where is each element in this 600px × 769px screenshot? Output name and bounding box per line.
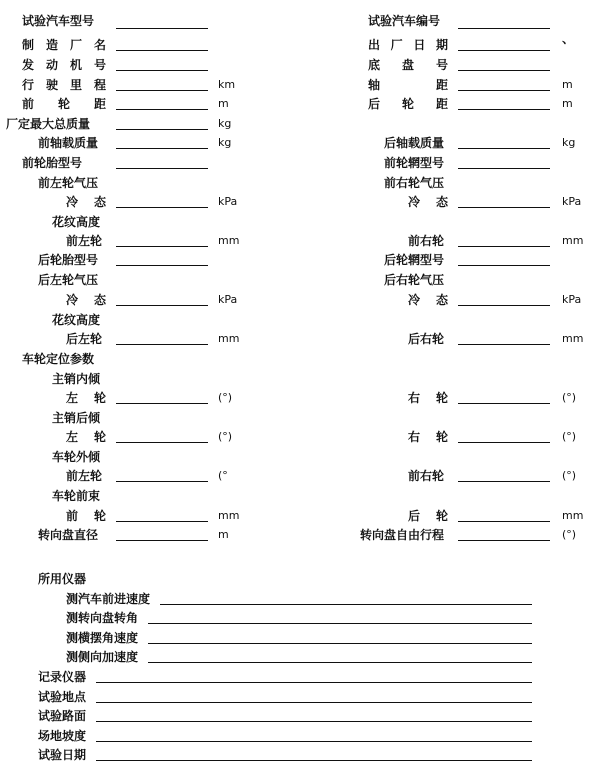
unit-deg: (°) xyxy=(562,528,577,541)
field-slope[interactable] xyxy=(96,741,532,742)
label-front-right-1: 前右轮 xyxy=(408,234,445,248)
label-speed: 测汽车前进速度 xyxy=(66,592,151,606)
label-front-right-pressure: 前右轮气压 xyxy=(384,176,445,190)
field-kingpin-incl-right[interactable] xyxy=(458,403,550,404)
label-steer-play: 转向盘自由行程 xyxy=(360,528,445,542)
unit-mm: mm xyxy=(562,332,584,345)
field-cold-front-right[interactable] xyxy=(458,207,550,208)
field-rear-axle[interactable] xyxy=(458,148,550,149)
label-wheelbase: 轴 距 xyxy=(368,78,448,92)
label-front-axle: 前轴载质量 xyxy=(38,136,99,150)
field-steer-angle[interactable] xyxy=(148,623,532,624)
field-lateral[interactable] xyxy=(148,662,532,663)
unit-kpa: kPa xyxy=(562,195,582,208)
label-right-2: 右 轮 xyxy=(408,430,448,444)
unit-m: m xyxy=(218,97,229,110)
label-toe: 车轮前束 xyxy=(52,489,101,503)
field-test-date[interactable] xyxy=(96,760,532,761)
label-tread-2: 花纹高度 xyxy=(52,313,101,327)
field-max-mass[interactable] xyxy=(116,129,208,130)
unit-mm: mm xyxy=(562,509,584,522)
label-front-left-2: 前左轮 xyxy=(66,469,103,483)
unit-m: m xyxy=(562,97,573,110)
unit-kg: kg xyxy=(562,136,576,149)
label-left-1: 左 轮 xyxy=(66,391,106,405)
field-kingpin-incl-left[interactable] xyxy=(116,403,208,404)
unit-deg: (°) xyxy=(562,391,577,404)
field-front-rim[interactable] xyxy=(458,168,550,169)
unit-mm: mm xyxy=(218,332,240,345)
label-rear-left: 后左轮 xyxy=(66,332,103,346)
unit-kpa: kPa xyxy=(218,293,238,306)
field-rear-rim[interactable] xyxy=(458,265,550,266)
label-test-date: 试验日期 xyxy=(38,748,87,762)
unit-kpa: kPa xyxy=(562,293,582,306)
field-rear-tire[interactable] xyxy=(116,265,208,266)
label-front-right-2: 前右轮 xyxy=(408,469,445,483)
field-camber-front-right[interactable] xyxy=(458,481,550,482)
label-front-left-pressure: 前左轮气压 xyxy=(38,176,99,190)
unit-km: km xyxy=(218,78,236,91)
unit-m: m xyxy=(562,78,573,91)
label-lateral: 测侧向加速度 xyxy=(66,650,139,664)
field-front-tire[interactable] xyxy=(116,168,208,169)
unit-deg: (°) xyxy=(218,391,233,404)
label-tread-1: 花纹高度 xyxy=(52,215,101,229)
label-maker: 制 造 厂 名 xyxy=(22,38,106,52)
field-wheelbase[interactable] xyxy=(458,90,550,91)
unit-deg-open: (° xyxy=(218,469,228,482)
field-front-axle[interactable] xyxy=(116,148,208,149)
unit-kpa: kPa xyxy=(218,195,238,208)
label-kingpin-inclination: 主销内倾 xyxy=(52,372,101,386)
label-front-left-1: 前左轮 xyxy=(66,234,103,248)
unit-mm: mm xyxy=(562,234,584,247)
field-engine-no[interactable] xyxy=(116,70,208,71)
label-rear-tire: 后轮胎型号 xyxy=(38,253,99,267)
label-cold-1: 冷 态 xyxy=(66,195,106,209)
field-tread-rear-right[interactable] xyxy=(458,344,550,345)
field-cold-rear-right[interactable] xyxy=(458,305,550,306)
field-rear-track[interactable] xyxy=(458,109,550,110)
field-road[interactable] xyxy=(96,721,532,722)
label-recorder: 记录仪器 xyxy=(38,670,87,684)
field-maker[interactable] xyxy=(116,50,208,51)
field-toe-front[interactable] xyxy=(116,521,208,522)
field-front-track[interactable] xyxy=(116,109,208,110)
unit-deg: (°) xyxy=(562,430,577,443)
field-mileage[interactable] xyxy=(116,90,208,91)
unit-deg: (°) xyxy=(562,469,577,482)
label-kingpin-caster: 主销后倾 xyxy=(52,411,101,425)
field-date[interactable] xyxy=(458,50,550,51)
label-alignment: 车轮定位参数 xyxy=(22,352,95,366)
field-tread-front-right[interactable] xyxy=(458,246,550,247)
label-front-tire: 前轮胎型号 xyxy=(22,156,83,170)
unit-kg: kg xyxy=(218,136,232,149)
label-car-no: 试验汽车编号 xyxy=(368,14,441,28)
label-cold-2: 冷 态 xyxy=(66,293,106,307)
label-model: 试验汽车型号 xyxy=(22,14,95,28)
label-camber: 车轮外倾 xyxy=(52,450,101,464)
label-date: 出 厂 日 期 xyxy=(368,38,448,52)
field-camber-front-left[interactable] xyxy=(116,481,208,482)
label-max-mass: 厂定最大总质量 xyxy=(6,117,91,131)
label-rear-right: 后右轮 xyxy=(408,332,445,346)
label-rear-track: 后 轮 距 xyxy=(368,97,448,111)
unit-mm: mm xyxy=(218,234,240,247)
stray-mark: 、 xyxy=(562,32,575,46)
field-tread-front-left[interactable] xyxy=(116,246,208,247)
unit-mm: mm xyxy=(218,509,240,522)
label-yaw: 测横摆角速度 xyxy=(66,631,139,645)
field-cold-front-left[interactable] xyxy=(116,207,208,208)
label-slope: 场地坡度 xyxy=(38,729,87,743)
field-model[interactable] xyxy=(116,28,208,29)
field-recorder[interactable] xyxy=(96,682,532,683)
field-cold-rear-left[interactable] xyxy=(116,305,208,306)
label-front: 前 轮 xyxy=(66,509,106,523)
label-instruments: 所用仪器 xyxy=(38,572,87,586)
field-kingpin-caster-left[interactable] xyxy=(116,442,208,443)
label-rear: 后 轮 xyxy=(408,509,448,523)
field-yaw[interactable] xyxy=(148,643,532,644)
field-car-no[interactable] xyxy=(458,28,550,29)
label-steer-angle: 测转向盘转角 xyxy=(66,611,139,625)
field-chassis[interactable] xyxy=(458,70,550,71)
field-tread-rear-left[interactable] xyxy=(116,344,208,345)
label-rear-right-pressure: 后右轮气压 xyxy=(384,273,445,287)
label-cold-right-1: 冷 态 xyxy=(408,195,448,209)
field-toe-rear[interactable] xyxy=(458,521,550,522)
label-road: 试验路面 xyxy=(38,709,87,723)
label-front-rim: 前轮辋型号 xyxy=(384,156,445,170)
label-front-track: 前 轮 距 xyxy=(22,97,106,111)
unit-kg: kg xyxy=(218,117,232,130)
label-steer-diameter: 转向盘直径 xyxy=(38,528,99,542)
unit-m: m xyxy=(218,528,229,541)
field-steer-play[interactable] xyxy=(458,540,550,541)
field-site[interactable] xyxy=(96,702,532,703)
label-rear-rim: 后轮辋型号 xyxy=(384,253,445,267)
unit-deg: (°) xyxy=(218,430,233,443)
label-chassis: 底 盘 号 xyxy=(368,58,448,72)
label-rear-left-pressure: 后左轮气压 xyxy=(38,273,99,287)
label-left-2: 左 轮 xyxy=(66,430,106,444)
field-steer-diameter[interactable] xyxy=(116,540,208,541)
label-mileage: 行 驶 里 程 xyxy=(22,78,106,92)
label-right-1: 右 轮 xyxy=(408,391,448,405)
label-engine-no: 发 动 机 号 xyxy=(22,58,106,72)
field-kingpin-caster-right[interactable] xyxy=(458,442,550,443)
label-site: 试验地点 xyxy=(38,690,87,704)
label-rear-axle: 后轴载质量 xyxy=(384,136,445,150)
label-cold-right-2: 冷 态 xyxy=(408,293,448,307)
field-speed[interactable] xyxy=(160,604,532,605)
